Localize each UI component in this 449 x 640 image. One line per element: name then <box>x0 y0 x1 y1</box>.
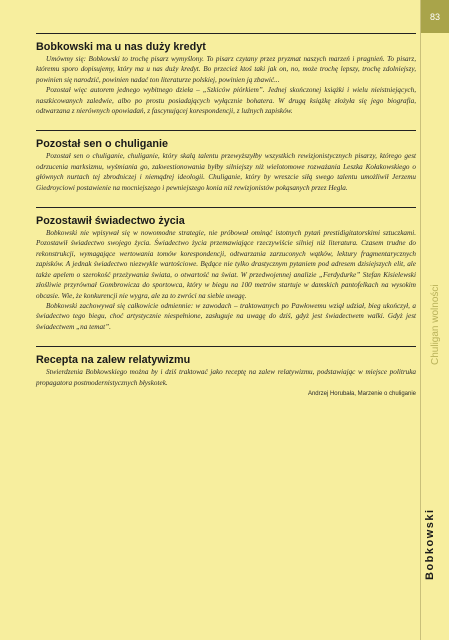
section-rule <box>36 130 416 131</box>
sidebar-section-label: Chuligan wolności <box>430 284 441 365</box>
article-body <box>36 33 416 411</box>
paragraph: Pozostał sen o chuliganie, chuliganie, który skalą talentu przewyższyłby wszystkich rewizjonistycznych pisarzy, którego gest odrzucenia marksizmu, wyśmiania go, zakwestionowania byłby silniejszy niż wielotomowe rozważania Leszka Kołakowskiego o głównych nurtach tej zbrodniczej i niemądrej ideologii. Chuliganie, który by wreszcie siłą swego talentu umożliwił Jerzemu Giedroyciowi postawienie na mocniejszego i pewniejszego konia niż rewizjonistów pokąsanych przez Hegla. <box>36 152 416 192</box>
section-swiadectwo <box>36 207 416 332</box>
section-heading: Pozostawił świadectwo życia <box>36 215 185 228</box>
section-heading: Pozostał sen o chuliganie <box>36 138 168 151</box>
page-number-box <box>421 0 449 33</box>
section-kredyt <box>36 33 416 116</box>
section-rule <box>36 33 416 34</box>
section-sen <box>36 130 416 193</box>
paragraph: Bobkowski zachowywał się całkowicie odmiennie: w zawodach – traktowanych po Pawłowemu wziął udział, bieg ukończył, a świadectwo tego biegu, choć artystycznie niespełnione, zasługuje na uwagę do dziś, gdyż jest świadectwem walki. Gdyż jest świadectwem „na temat”. <box>36 301 416 331</box>
page-number: 83 <box>429 11 440 22</box>
section-recepta <box>36 346 416 397</box>
paragraph: Umówmy się: Bobkowski to trochę pisarz wymyślony. To pisarz czytany przez pryzmat naszych marzeń i pragnień. To pisarz, któremu sporo dopisujemy, który ma u nas duży kredyt. Bo przecież ktoś taki jak on, no, może trochę lepszy, trochę zdolniejszy, powinien się narodzić, powinien nadać ton literaturze polskiej, powinien ją zbawić... <box>36 55 416 84</box>
sidebar-author-label: Bobkowski <box>424 508 436 580</box>
section-heading: Recepta na zalew relatywizmu <box>36 354 191 367</box>
section-heading: Bobkowski ma u nas duży kredyt <box>36 41 206 53</box>
paragraph: Stwierdzenia Bobkowskiego można by i dziś traktować jako receptę na zalew relatywizmu, podstawiając w miejsce politruka propagatora postmodernistycznych błyskotek. <box>36 368 416 387</box>
paragraph: Pozostał więc autorem jednego wybitnego dzieła – „Szkiców piórkiem”. Jednej skończonej książki i wielu nieistniejących, naszkicowanych zaledwie, albo po prostu posiadających wyłącznie bohatera. W drugą książkę złożyła się jego biografia, odtwarzana z nierównych opowiadań, z fascynującej korespondencji, z luźnych zapisków. <box>36 86 416 116</box>
section-rule <box>36 346 416 347</box>
paragraph: Bobkowski nie wpisywał się w nowomodne strategie, nie próbował ominąć istotnych pytań prestidigitatorskimi sztuczkami. Pozostawił świadectwo swojego życia. Świadectwo życia przemawiające rzeczywiście silniej niż literatura. Czasem trudne do rekonstrukcji, wymagające wertowania tomów korespondencji, odtwarzania zarzuconych wątków, lektury fragmentarycznych zapisków. A jednak świadectwo niezwykle wartościowe. Będące nie tylko drastycznym pytaniem pod adresem dzisiejszych elit, ale także apelem o szerokość przeżywania świata, o otwartość na świat. W przedwojennej analizie „Ferdydurke” Stefan Kisielewski złośliwie przyrównał Gombrowicza do sportowca, który w biegu na 100 metrów startuje w damskich pantofelkach na wysokim obcasie. Wie, że konkurencji nie wygra, ale za to zwróci na siebie uwagę. <box>36 229 416 300</box>
source-citation: Andrzej Horubała, Marzenie o chuliganie <box>307 390 416 397</box>
section-rule <box>36 207 416 208</box>
sidebar-divider <box>420 0 421 640</box>
